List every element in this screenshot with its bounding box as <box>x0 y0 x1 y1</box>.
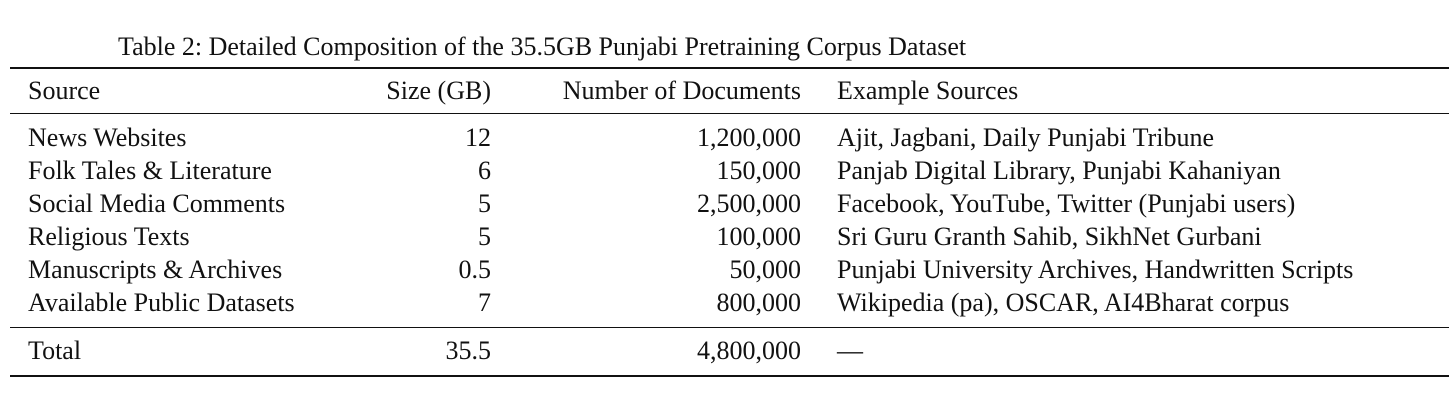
cell-source: News Websites <box>28 123 187 152</box>
table-total-rule <box>10 327 1449 328</box>
cell-size: 6 <box>478 156 491 185</box>
table-row <box>0 154 1451 187</box>
cell-examples: Ajit, Jagbani, Daily Punjabi Tribune <box>837 123 1214 152</box>
total-examples: — <box>837 336 863 365</box>
table-row <box>0 286 1451 319</box>
table-row <box>0 187 1451 220</box>
cell-source: Social Media Comments <box>28 189 286 218</box>
table-caption: Table 2: Detailed Composition of the 35.5GB Punjabi Pretraining Corpus Dataset <box>118 32 967 61</box>
table-header-rule <box>10 113 1449 114</box>
cell-source: Folk Tales & Literature <box>28 156 272 185</box>
cell-docs: 1,200,000 <box>697 123 801 152</box>
cell-size: 5 <box>478 189 491 218</box>
cell-examples: Facebook, YouTube, Twitter (Punjabi users) <box>837 189 1296 218</box>
table-bottom-rule <box>10 375 1449 377</box>
table-total-row <box>0 334 1451 367</box>
cell-examples: Panjab Digital Library, Punjabi Kahaniyan <box>837 156 1281 185</box>
table-header-row <box>0 74 1451 107</box>
cell-docs: 150,000 <box>716 156 801 185</box>
cell-source: Religious Texts <box>28 222 190 251</box>
header-source: Source <box>28 76 101 105</box>
cell-size: 12 <box>465 123 491 152</box>
total-size: 35.5 <box>445 336 491 365</box>
cell-docs: 50,000 <box>729 255 801 284</box>
table-row <box>0 253 1451 286</box>
header-docs: Number of Documents <box>562 76 801 105</box>
header-examples: Example Sources <box>837 76 1019 105</box>
cell-examples: Wikipedia (pa), OSCAR, AI4Bharat corpus <box>837 288 1290 317</box>
cell-size: 0.5 <box>458 255 491 284</box>
table-row <box>0 220 1451 253</box>
header-size: Size (GB) <box>386 76 491 105</box>
cell-size: 7 <box>478 288 491 317</box>
cell-examples: Punjabi University Archives, Handwritten Scripts <box>837 255 1354 284</box>
cell-docs: 800,000 <box>716 288 801 317</box>
total-source: Total <box>28 336 82 365</box>
cell-docs: 100,000 <box>716 222 801 251</box>
table-top-rule <box>10 67 1449 69</box>
cell-source: Manuscripts & Archives <box>28 255 283 284</box>
cell-size: 5 <box>478 222 491 251</box>
table-row <box>0 121 1451 154</box>
total-docs: 4,800,000 <box>697 336 801 365</box>
cell-docs: 2,500,000 <box>697 189 801 218</box>
cell-examples: Sri Guru Granth Sahib, SikhNet Gurbani <box>837 222 1262 251</box>
cell-source: Available Public Datasets <box>28 288 295 317</box>
